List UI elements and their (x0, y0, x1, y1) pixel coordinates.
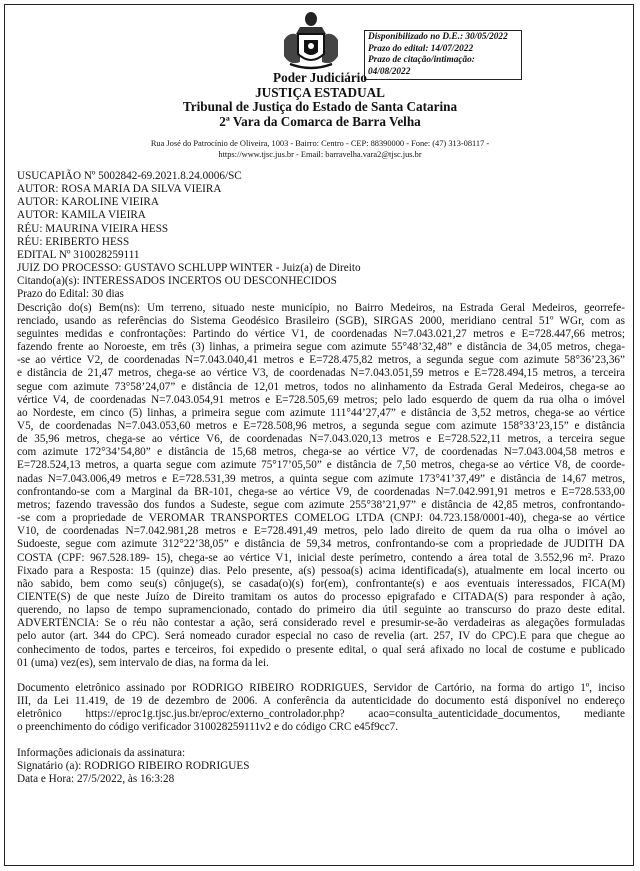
electronic-signature-text (17, 682, 625, 721)
signature-line: o preenchimento do código verificador 310028259111v2 e do código CRC e45f9cc7. (17, 721, 399, 734)
description-line: Fixado para a Resposta: 15 (quinze) dias. Pelo presente, a(s) pessoa(s) acima identificada(s), atualmente em local incerto ou (17, 564, 625, 577)
vara-name: 2ª Vara da Comarca de Barra Velha (219, 113, 421, 129)
description-line: ao Nordeste, em cinco (5) linhas, a primeira segue com azimute 111°44’27,47” e distância de 3,52 metros, chega-se ao vértice (17, 406, 625, 419)
poder-judiciario: Poder Judiciário (273, 70, 367, 85)
document-header (0, 71, 640, 129)
description-line: E=728.524,13 metros, a quarta segue com azimute 75°17’05,50” e distância de 7,50 metros, chega-se ao vértice V8, de coorde- (17, 459, 625, 472)
citando: Citando(a)(s): INTERESSADOS INCERTOS OU DESCONHECIDOS (17, 275, 337, 288)
description-line: pelo autor (art. 344 do CPC). Será nomeado curador especial no caso de revelia (art. 257, IV do CPC).E para que chegue ao (17, 630, 625, 643)
description-line: V10, de coordenadas N=7.042.981,28 metros e E=728.491,49 metros, pelo lado direito de quem da rua olha o imóvel ao (17, 525, 625, 538)
case-number: USUCAPIÃO Nº 5002842-69.2021.8.24.0006/SC (17, 170, 242, 182)
description-line: fazendo frente ao Noroeste, em três (3) linhas, a primeira segue com azimute 55°48’32,48” e distância de 34,05 metros, chega- (17, 341, 625, 354)
description-line: -se ao vértice V2, de coordenadas N=7.043.040,41 metros e E=728.475,82 metros, a segunda segue com azimute 58°36’23,36” (17, 354, 625, 367)
description-line: renciado, usando as referências do Sistema Geodésico Brasileiro (SGB), SIRGAS 2000, meridiano central 51º WGr, com as (17, 314, 625, 327)
address-line: Rua José do Patrocínio de Oliveira, 1003 - Bairro: Centro - CEP: 88390000 - Fone: (47) 313-08117 - (150, 139, 490, 148)
description-line: de 35,96 metros, chega-se ao vértice V6, de coordenadas N=7.043.020,13 metros e E=728.522,11 metros, a terceira segue (17, 433, 625, 446)
description-line: com azimute 172°34’54,80” e distância de 15,68 metros, chega-se ao vértice V7, de coordenadas N=7.043.004,58 metros e (17, 446, 625, 459)
signature-line: eletrônico https://eproc1g.tjsc.jus.br/eproc/externo_controlador.php? acao=consulta_autenticidade_documentos, mediante (17, 708, 625, 721)
court-address (0, 139, 640, 160)
description-line: querendo, no lapso de tempo supramencionado, contado do primeiro dia útil seguinte ao transcurso do prazo deste edital. (17, 604, 625, 617)
edital-number: EDITAL Nº 310028259111 (17, 248, 140, 261)
description-line: Descrição do(s) Bem(ns): Um terreno, situado neste município, no Bairro Medeiros, na Estrada Geral Medeiros, georrefe- (17, 301, 625, 314)
reu-2: RÉU: ERIBERTO HESS (17, 235, 130, 248)
signature-datetime: Data e Hora: 27/5/2022, às 16:3:28 (17, 772, 175, 785)
description-line: nadas N=7.043.006,49 metros e E=728.531,39 metros, a quinta segue com azimute 173°41’37,49” e distância de 14,67 metros, (17, 472, 625, 485)
description-line: conhecimento de todos, partes e terceiros, foi expedido o presente edital, o qual será afixado no local de costume e publicado (17, 643, 625, 656)
signature-line: III, da Lei 11.419, de 19 de dezembro de 2006. A conferência da autenticidade do documento está disponível no endereço (17, 695, 625, 708)
description-line: ADVERTÊNCIA: Se o réu não contestar a ação, será considerado revel e presumir-se-ão verdadeiras as alegações formuladas (17, 617, 625, 630)
autor-2: AUTOR: KAROLINE VIEIRA (17, 196, 159, 209)
judge: JUIZ DO PROCESSO: GUSTAVO SCHLUPP WINTER - Juiz(a) de Direito (17, 262, 361, 275)
description-line: Sudoeste, segue com azimute 312°22’38,05” e distância de 59,34 metros, confrontando-se com a propriedade de JUDITH DA (17, 538, 625, 551)
description-line: 01 (uma) vez(es), sem intervalo de dias, na forma da lei. (17, 656, 269, 669)
prazo-edital: Prazo do Edital: 30 dias (17, 288, 124, 301)
disponibilizado-date: Disponibilizado no D.E.: 30/05/2022 (368, 32, 508, 42)
description-line: confrontando-se com a Marginal da BR-101, chega-se ao vértice V9, de coordenadas N=7.042.991,91 metros e E=728.533,00 (17, 485, 625, 498)
description-line: vértice V4, de coordenadas N=7.043.054,91 metros e E=728.505,69 metros; pelo lado esquerdo de quem da rua olha o imóvel (17, 393, 625, 406)
property-description (17, 302, 625, 657)
document-body (17, 170, 625, 786)
prazo-edital-date: Prazo do edital: 14/07/2022 (368, 43, 474, 54)
description-line: segue com azimute 73°58’24,07” e distância de 12,01 metros, todos no alinhamento da Estrada Geral Medeiros, chega-se ao (17, 380, 625, 393)
autor-3: AUTOR: KAMILA VIEIRA (17, 209, 146, 222)
justica-estadual: JUSTIÇA ESTADUAL (255, 84, 385, 100)
description-line: COSTA (CPF: 967.528.189- 15), chega-se ao vértice V1, inicial deste perímetro, contendo a área total de 3.552,96 m². Prazo (17, 551, 625, 564)
signatory: Signatário (a): RODRIGO RIBEIRO RODRIGUES (17, 759, 250, 772)
contact-line: https://www.tjsc.jus.br - Email: barravelha.vara2@tjsc.jus.br (218, 149, 422, 159)
tribunal-name: Tribunal de Justiça do Estado de Santa Catarina (182, 99, 458, 115)
description-line: e distância de 21,47 metros, chega-se ao vértice V3, de coordenadas N=7.043.051,59 metros e E=728.494,15 metros, a terceira (17, 367, 625, 380)
description-line: CIENTE(S) de que neste Juízo de Direito tramitam os autos do processo epigrafado e CITADA(S) para responder à ação, (17, 591, 625, 603)
signature-line: Documento eletrônico assinado por RODRIGO RIBEIRO RODRIGUES, Servidor de Cartório, na forma do artigo 1º, inciso (17, 681, 625, 694)
description-line: não sabido, bem como seu(s) cônjuge(s), se casada(o)(s) for(em), confrontante(s) e aos eventuais interessados, FICA(M) (17, 577, 625, 590)
description-line: seguintes medidas e confrontações: Partindo do vértice V1, de coordenadas N=7.043.021,27 metros e E=728.447,66 metros; (17, 327, 625, 340)
prazo-citacao-date: Prazo de citação/intimação: 04/08/2022 (368, 55, 475, 77)
description-line: V5, de coordenadas N=7.043.053,60 metros e E=728.508,96 metros, a segunda segue com azimute 158°33’23,15” e distância (17, 419, 625, 432)
reu-1: RÉU: MAURINA VIEIRA HESS (17, 222, 169, 235)
autor-1: AUTOR: ROSA MARIA DA SILVA VIEIRA (17, 183, 222, 196)
description-line: -se com a propriedade de VEROMAR TRANSPORTES COMELOG LTDA (CNPJ: 04.723.158/0001-40), chega-se ao vértice (17, 512, 625, 525)
state-coat-of-arms-icon (276, 10, 346, 72)
additional-info-title: Informações adicionais da assinatura: (17, 746, 186, 759)
description-line: metros; fazendo travessão dos fundos a Sudeste, segue com azimute 255°38’21,97” e distância de 42,85 metros, confrontando- (17, 498, 625, 511)
